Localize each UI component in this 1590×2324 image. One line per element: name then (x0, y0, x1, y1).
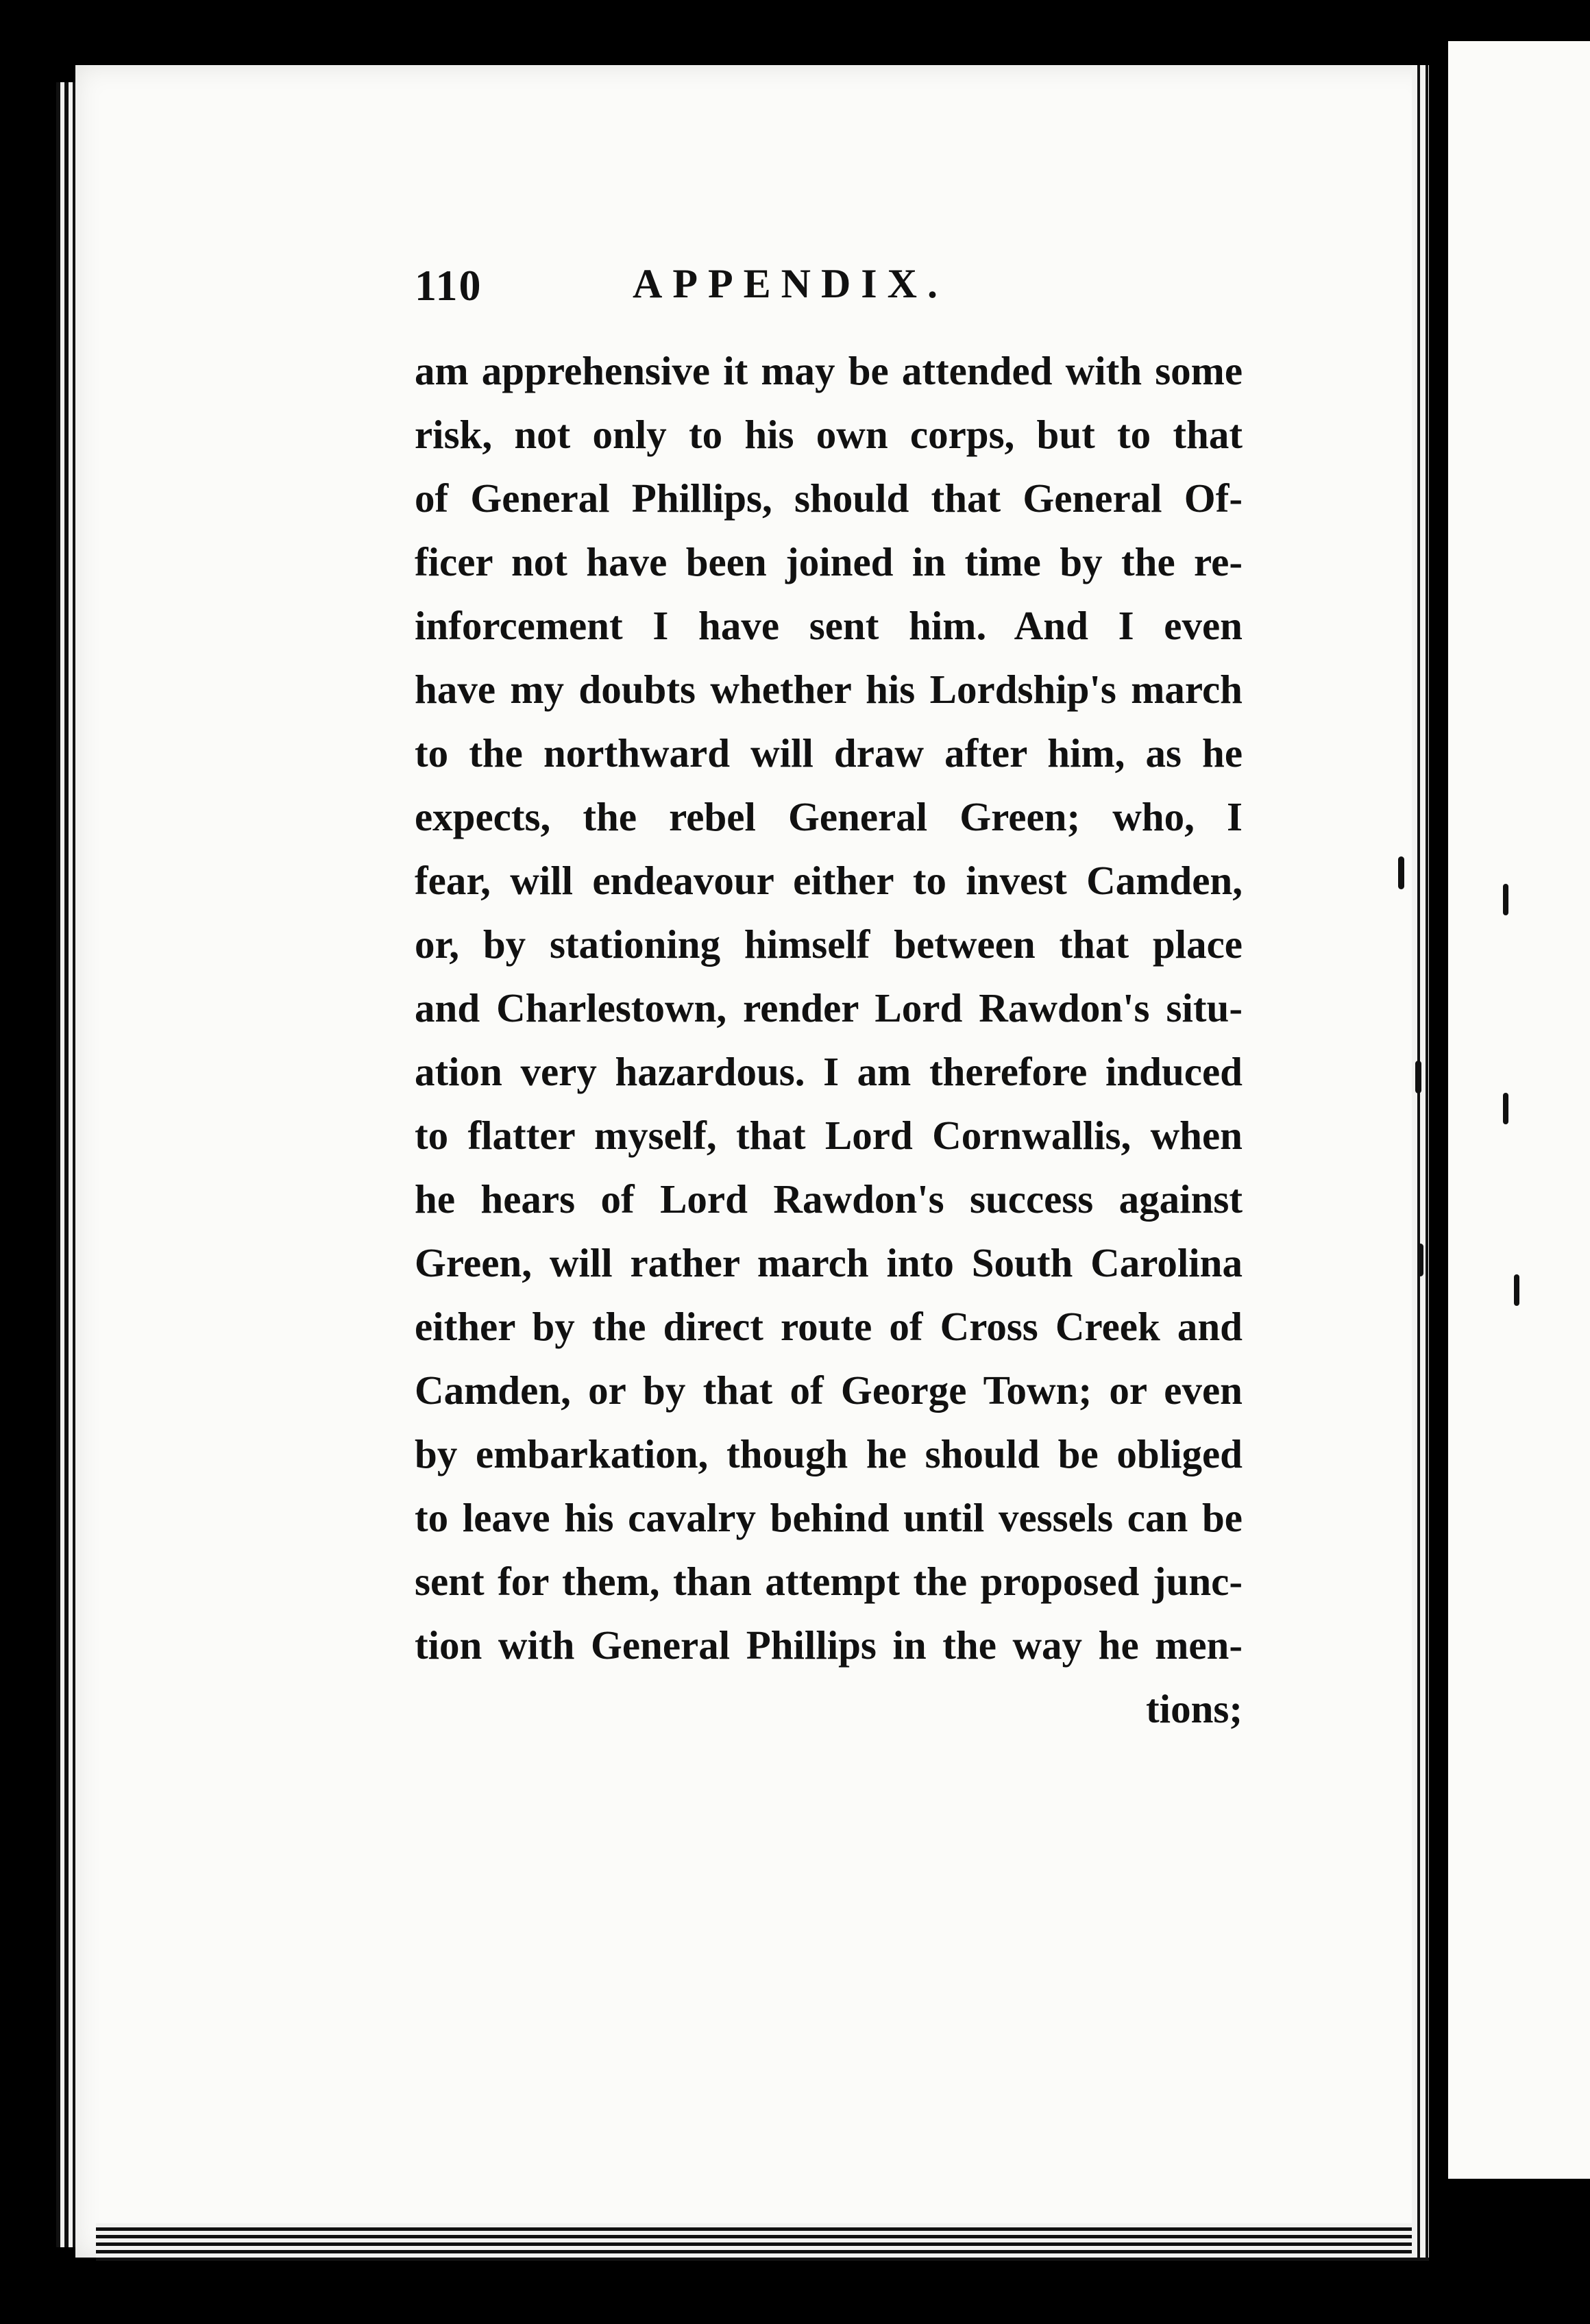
facing-page-mark (1514, 1274, 1519, 1306)
page-header (415, 260, 1237, 322)
catchword: tions; (1146, 1686, 1243, 1731)
body-text (415, 339, 1243, 1741)
facing-page-strip (1448, 41, 1590, 2179)
text-line: or, by stationing himself between that place (415, 922, 1243, 967)
text-line: ation very hazardous. I am therefore induced (415, 1049, 1243, 1094)
text-line: have my doubts whether his Lordship's march (415, 667, 1243, 712)
facing-page-mark (1503, 884, 1508, 915)
book-gutter (1429, 41, 1448, 2302)
text-line: am apprehensive it may be attended with some (415, 348, 1243, 393)
margin-tick (1417, 1244, 1423, 1276)
text-line: expects, the rebel General Green; who, I (415, 794, 1243, 839)
page-number: 110 (415, 261, 482, 310)
text-line: of General Phillips, should that General Of- (415, 475, 1243, 521)
text-line: sent for them, than attempt the proposed junc- (415, 1559, 1243, 1604)
text-line: and Charlestown, render Lord Rawdon's situ- (415, 985, 1243, 1030)
text-line: ficer not have been joined in time by the re- (415, 539, 1243, 584)
bottom-page-edge (96, 2223, 1439, 2261)
text-line: he hears of Lord Rawdon's success against (415, 1176, 1243, 1222)
running-head: APPENDIX. (633, 261, 948, 306)
text-line: to leave his cavalry behind until vessels can be (415, 1495, 1243, 1540)
text-line: either by the direct route of Cross Creek and (415, 1304, 1243, 1349)
text-line: by embarkation, though he should be obliged (415, 1431, 1243, 1476)
margin-tick (1398, 856, 1404, 889)
text-line: to flatter myself, that Lord Cornwallis, when (415, 1113, 1243, 1158)
text-line: fear, will endeavour either to invest Camden, (415, 858, 1243, 903)
text-line: Green, will rather march into South Carolina (415, 1240, 1243, 1285)
facing-page-mark (1503, 1093, 1508, 1124)
text-line: inforcement I have sent him. And I even (415, 603, 1243, 648)
text-line: to the northward will draw after him, as he (415, 730, 1243, 776)
margin-tick (1415, 1061, 1421, 1093)
text-line: risk, not only to his own corps, but to that (415, 412, 1243, 457)
text-line: Camden, or by that of George Town; or even (415, 1368, 1243, 1413)
text-line: tion with General Phillips in the way he men- (415, 1622, 1243, 1668)
